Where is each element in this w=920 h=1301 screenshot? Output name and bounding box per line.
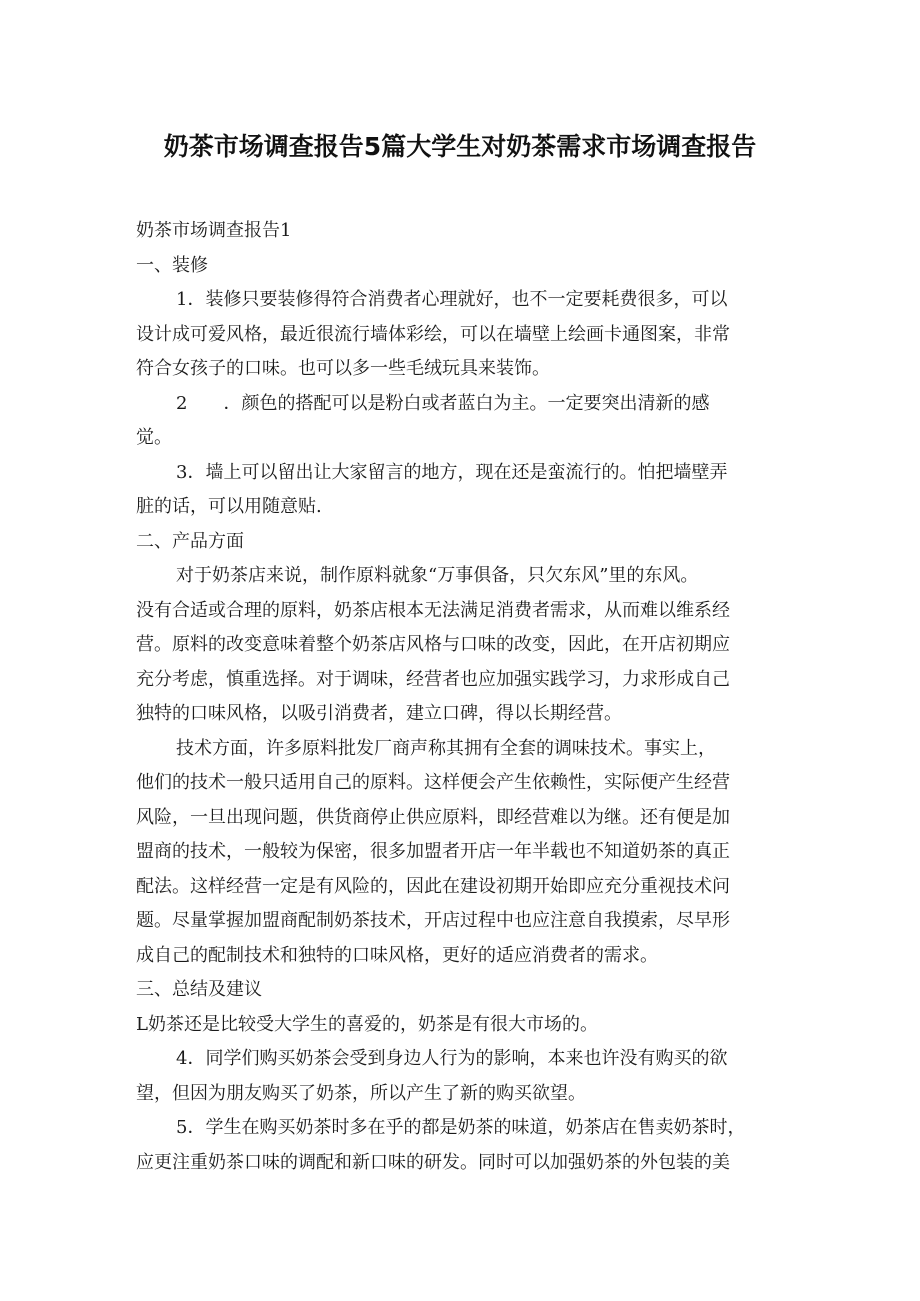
paragraph-raw-materials xyxy=(136,559,788,732)
paragraph-decoration-item-2 xyxy=(136,387,788,456)
text-line: 技术方面，许多原料批发厂商声称其拥有全套的调味技术。事实上， xyxy=(176,737,716,759)
paragraph-summary-5 xyxy=(136,1111,788,1180)
text-line: 对于奶茶店来说，制作原料就象“万事俱备，只欠东风”里的东风。 xyxy=(176,565,699,586)
text-line: 充分考虑，慎重选择。对于调味，经营者也应加强实践学习，力求形成自己 xyxy=(136,668,730,690)
document-body xyxy=(136,214,788,1180)
text-line: 盟商的技术，一般较为保密，很多加盟者开店一年半载也不知道奶茶的真正 xyxy=(136,841,730,862)
text-line: 成自己的配制技术和独特的口味风格，更好的适应消费者的需求。 xyxy=(136,944,658,966)
text-line: 1．装修只要装修得符合消费者心理就好，也不一定要耗费很多，可以 xyxy=(176,289,728,310)
text-line: 他们的技术一般只适用自己的原料。这样便会产生依赖性，实际便产生经营 xyxy=(136,772,730,793)
heading-summary: 三、总结及建议 xyxy=(136,979,262,1000)
text-line: 题。尽量掌握加盟商配制奶茶技术，开店过程中也应注意自我摸索，尽早形 xyxy=(136,910,730,931)
heading-product: 二、产品方面 xyxy=(136,530,244,552)
paragraph-technique xyxy=(136,732,788,974)
text-line: 设计成可爱风格，最近很流行墙体彩绘，可以在墙壁上绘画卡通图案，非常 xyxy=(136,323,730,345)
text-line: 3．墙上可以留出让大家留言的地方，现在还是蛮流行的。怕把墙壁弄 xyxy=(176,461,728,483)
text-line: 配法。这样经营一定是有风险的，因此在建设初期开始即应充分重视技术问 xyxy=(136,875,730,897)
text-line: 觉。 xyxy=(136,427,172,448)
text-line: 4．同学们购买奶茶会受到身边人行为的影响，本来也许没有购买的欲 xyxy=(176,1048,728,1069)
paragraph-summary-1: L奶茶还是比较受大学生的喜爱的，奶茶是有很大市场的。 xyxy=(136,1013,598,1035)
paragraph-summary-4 xyxy=(136,1042,788,1111)
text-line: 5．学生在购买奶茶时多在乎的都是奶茶的味道，奶茶店在售卖奶茶时， xyxy=(176,1117,746,1138)
text-line: 没有合适或合理的原料，奶茶店根本无法满足消费者需求，从而难以维系经 xyxy=(136,599,730,621)
text-line: 望，但因为朋友购买了奶茶，所以产生了新的购买欲望。 xyxy=(136,1082,586,1104)
text-line: 符合女孩子的口味。也可以多一些毛绒玩具来装饰。 xyxy=(136,358,550,379)
paragraph-decoration-item-1 xyxy=(136,283,788,387)
document-title: 奶茶市场调查报告5篇大学生对奶茶需求市场调查报告 xyxy=(163,131,757,161)
text-line: 应更注重奶茶口味的调配和新口味的研发。同时可以加强奶茶的外包装的美 xyxy=(136,1151,730,1173)
heading-decoration: 一、装修 xyxy=(136,254,208,276)
text-line: 风险，一旦出现问题，供货商停止供应原料，即经营难以为继。还有便是加 xyxy=(136,806,730,828)
text-line: 2 ．颜色的搭配可以是粉白或者蓝白为主。一定要突出清新的感 xyxy=(176,392,710,414)
text-line: 脏的话，可以用随意贴. xyxy=(136,496,322,517)
section-title: 奶茶市场调查报告1 xyxy=(136,220,292,241)
text-line: 独特的口味风格，以吸引消费者，建立口碑，得以长期经营。 xyxy=(136,703,622,724)
text-line: 营。原料的改变意味着整个奶茶店风格与口味的改变，因此，在开店初期应 xyxy=(136,634,730,655)
paragraph-decoration-item-3 xyxy=(136,456,788,525)
